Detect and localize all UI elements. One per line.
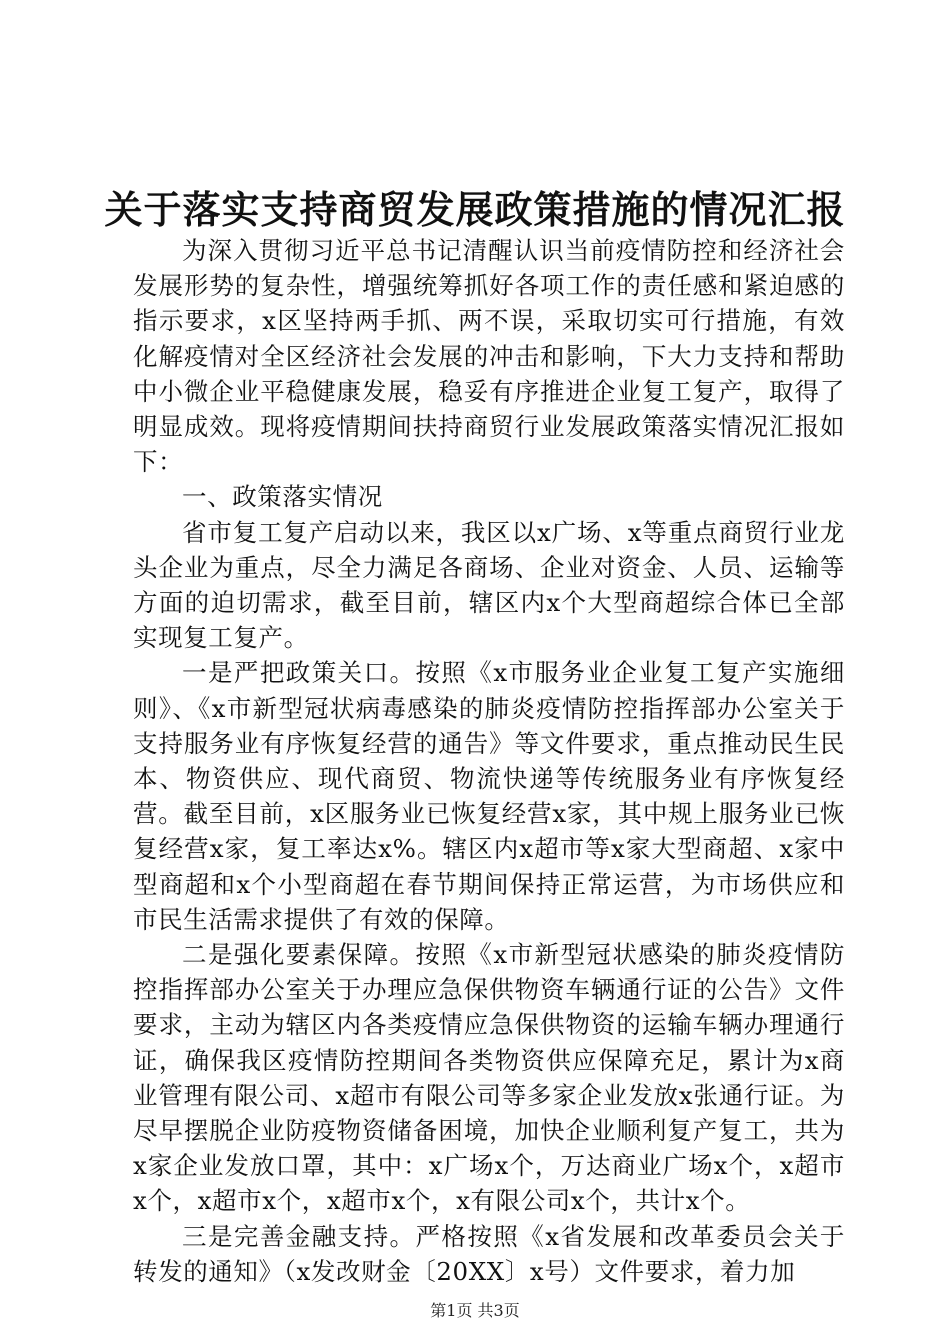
document-body — [133, 233, 845, 1289]
point-one-paragraph: 一是严把政策关口。按照《x市服务业企业复工复产实施细则》、《x市新型冠状病毒感染的肺炎疫情防控指挥部办公室关于支持服务业有序恢复经营的通告》等文件要求，重点推动民生民本、物资供应、现代商贸、物流快递等传统服务业有序恢复经营。截至目前，x区服务业已恢复经营x家，其中规上服务业已恢复经营x家，复工率达x%。辖区内x超市等x家大型商超、x家中型商超和x个小型商超在春节期间保持正常运营，为市场供应和市民生活需求提供了有效的保障。 — [133, 658, 845, 934]
point-three-paragraph: 三是完善金融支持。严格按照《x省发展和改革委员会关于转发的通知》（x发改财金〔20XX〕x号）文件要求，着力加 — [133, 1221, 845, 1286]
section-paragraph: 省市复工复产启动以来，我区以x广场、x等重点商贸行业龙头企业为重点，尽全力满足各商场、企业对资金、人员、运输等方面的迫切需求，截至目前，辖区内x个大型商超综合体已全部实现复工复产。 — [133, 517, 845, 653]
page-number-footer: 第1页 共3页 — [430, 1301, 520, 1320]
section-heading: 一、政策落实情况 — [182, 482, 383, 512]
document-title: 关于落实支持商贸发展政策措施的情况汇报 — [104, 187, 846, 232]
point-two-paragraph: 二是强化要素保障。按照《x市新型冠状感染的肺炎疫情防控指挥部办公室关于办理应急保供物资车辆通行证的公告》文件要求，主动为辖区内各类疫情应急保供物资的运输车辆办理通行证，确保我区疫情防控期间各类物资供应保障充足，累计为x商业管理有限公司、x超市有限公司等多家企业发放x张通行证。为尽早摆脱企业防疫物资储备困境，加快企业顺利复产复工，共为x家企业发放口罩，其中：x广场x个，万达商业广场x个，x超市x个，x超市x个，x超市x个，x有限公司x个，共计x个。 — [133, 940, 845, 1216]
intro-paragraph: 为深入贯彻习近平总书记清醒认识当前疫情防控和经济社会发展形势的复杂性，增强统筹抓好各项工作的责任感和紧迫感的指示要求，x区坚持两手抓、两不误，采取切实可行措施，有效化解疫情对全区经济社会发展的冲击和影响，下大力支持和帮助中小微企业平稳健康发展，稳妥有序推进企业复工复产，取得了明显成效。现将疫情期间扶持商贸行业发展政策落实情况汇报如下： — [133, 236, 845, 477]
